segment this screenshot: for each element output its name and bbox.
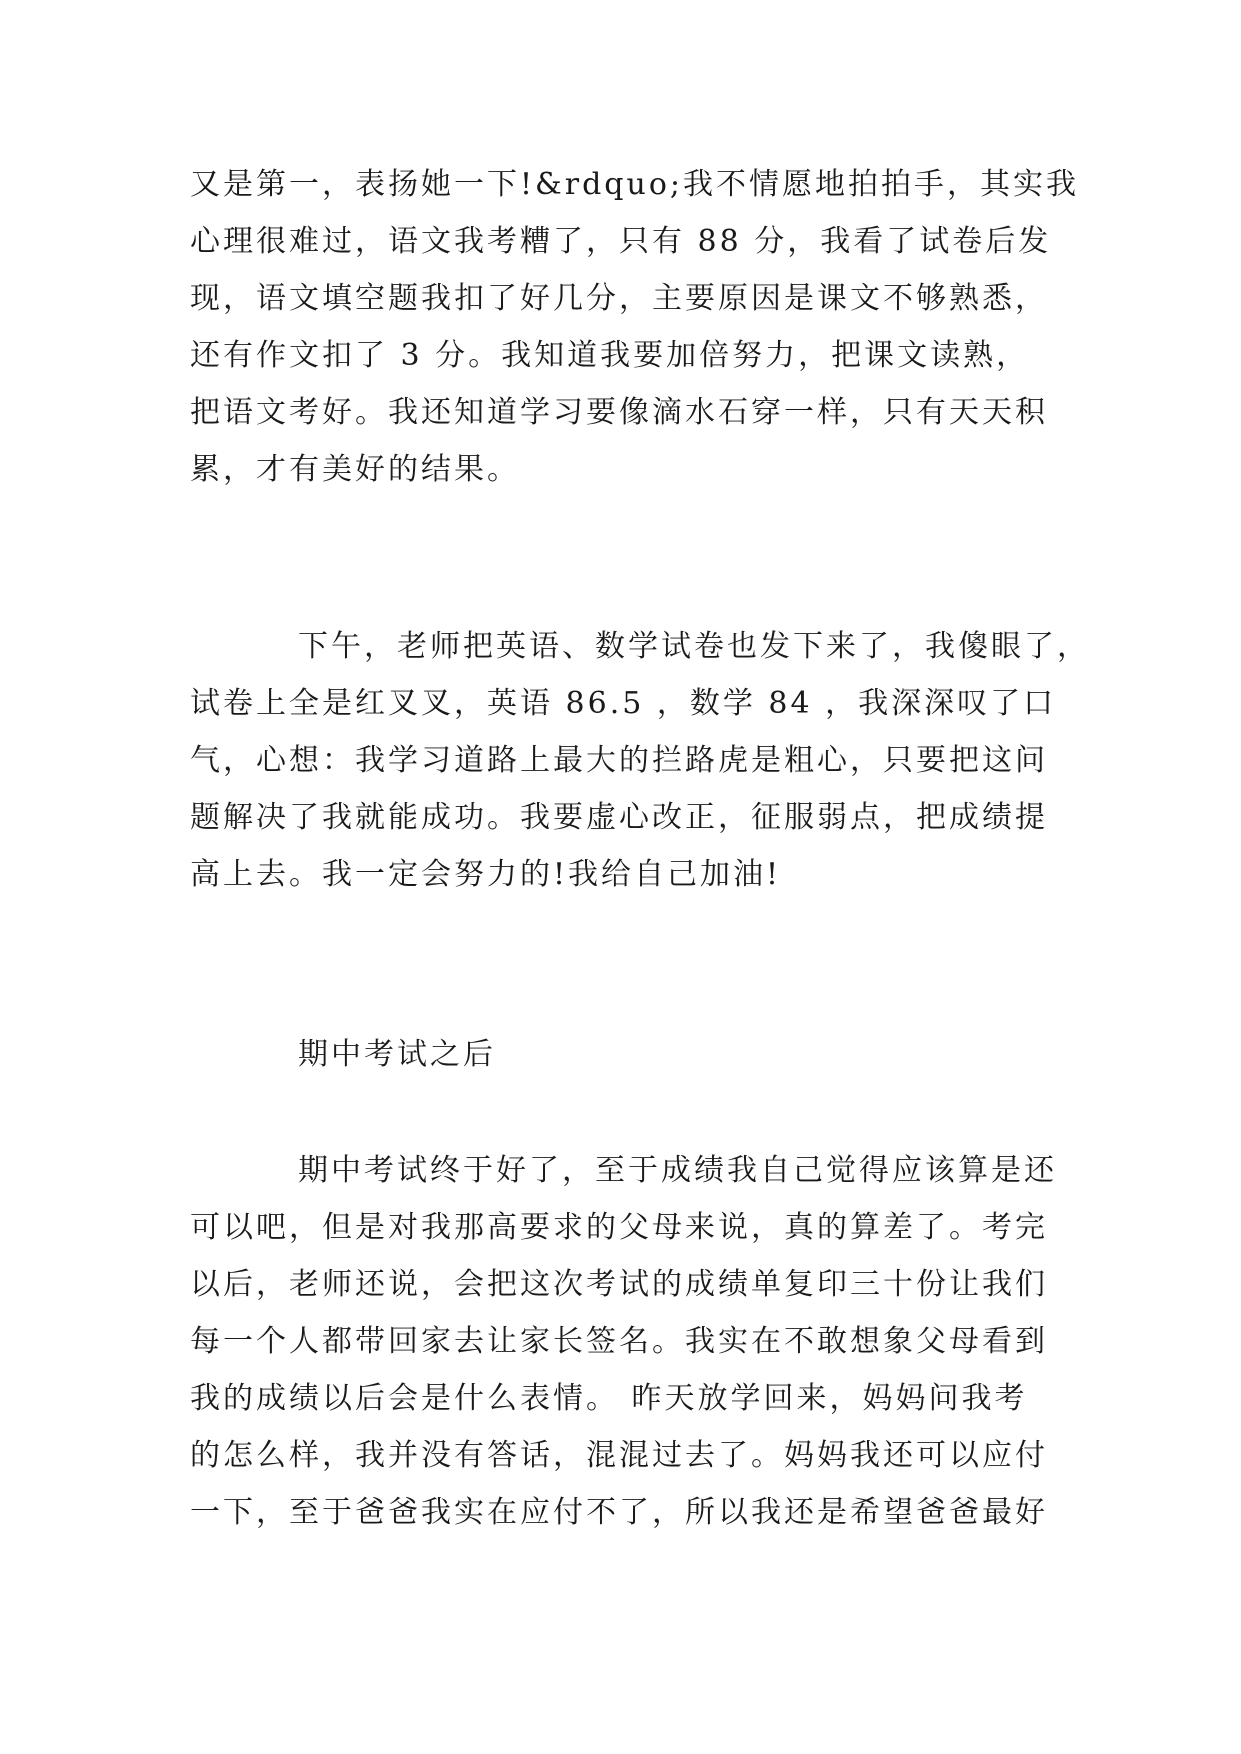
paragraph-line: 每一个人都带回家去让家长签名。我实在不敢想象父母看到 xyxy=(190,1324,1048,1359)
paragraph-line: 还有作文扣了 3 分。我知道我要加倍努力，把课文读熟， xyxy=(190,338,1030,373)
paragraph-line: 的怎么样，我并没有答话，混混过去了。妈妈我还可以应付 xyxy=(190,1438,1048,1473)
paragraph-line: 试卷上全是红叉叉，英语 86.5 ，数学 84 ，我深深叹了口 xyxy=(190,686,1057,721)
paragraph-line: 一下，至于爸爸我实在应付不了，所以我还是希望爸爸最好 xyxy=(190,1495,1048,1530)
paragraph-line: 心理很难过，语文我考糟了，只有 88 分，我看了试卷后发 xyxy=(190,224,1052,259)
paragraph-line: 我的成绩以后会是什么表情。 昨天放学回来，妈妈问我考 xyxy=(190,1381,1028,1416)
paragraph-line: 累，才有美好的结果。 xyxy=(190,452,520,487)
paragraph-line: 又是第一，表扬她一下!&rdquo;我不情愿地拍拍手，其实我 xyxy=(190,167,1079,202)
paragraph-line: 高上去。我一定会努力的!我给自己加油! xyxy=(190,857,782,892)
paragraph-line: 现，语文填空题我扣了好几分，主要原因是课文不够熟悉， xyxy=(190,281,1048,316)
paragraph-line: 把语文考好。我还知道学习要像滴水石穿一样，只有天天积 xyxy=(190,395,1048,430)
section-heading: 期中考试之后 xyxy=(298,1037,496,1072)
paragraph-line: 下午，老师把英语、数学试卷也发下来了，我傻眼了， xyxy=(298,629,1090,664)
paragraph-line: 气，心想：我学习道路上最大的拦路虎是粗心，只要把这问 xyxy=(190,743,1048,778)
paragraph-line: 期中考试终于好了，至于成绩我自己觉得应该算是还 xyxy=(298,1153,1057,1188)
paragraph-line: 可以吧，但是对我那高要求的父母来说，真的算差了。考完 xyxy=(190,1210,1048,1245)
paragraph-line: 以后，老师还说，会把这次考试的成绩单复印三十份让我们 xyxy=(190,1267,1048,1302)
paragraph-line: 题解决了我就能成功。我要虚心改正，征服弱点，把成绩提 xyxy=(190,800,1048,835)
